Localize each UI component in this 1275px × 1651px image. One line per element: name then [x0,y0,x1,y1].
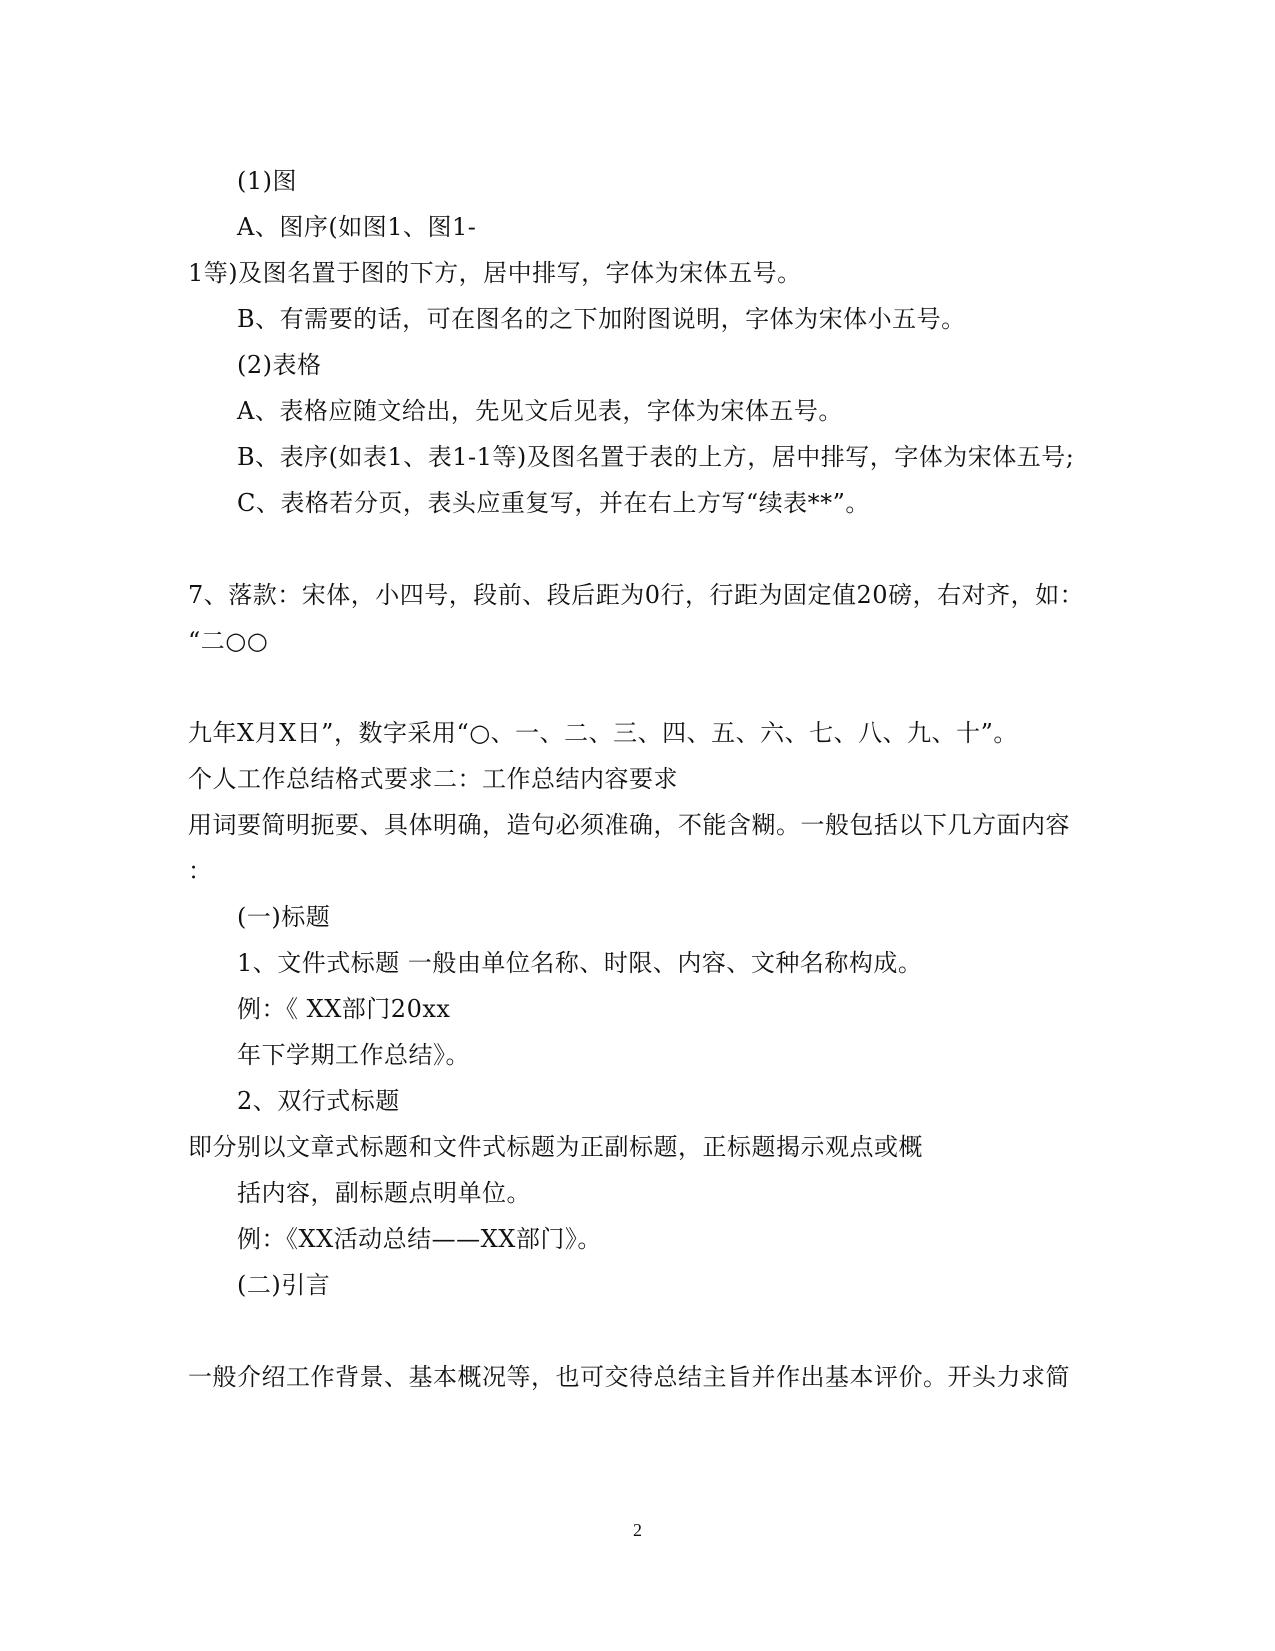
title-type-2-example: 例：《XX活动总结——XX部门》。 [237,1225,602,1253]
introduction-paragraph: 一般介绍工作背景、基本概况等，也可交待总结主旨并作出基本评价。开头力求简 [188,1363,1070,1391]
title-type-2: 2、双行式标题 [237,1087,400,1115]
signature-rule-example: “二○○ [188,627,269,655]
figure-rule-a-continued: 1等)及图名置于图的下方，居中排写，字体为宋体五号。 [188,259,802,287]
section-heading-content-requirements: 个人工作总结格式要求二：工作总结内容要求 [188,765,678,793]
introduction-heading: (二)引言 [237,1271,331,1299]
content-requirements-paragraph-end: ： [188,857,213,885]
page-number: 2 [633,1520,642,1540]
table-heading: (2)表格 [237,351,322,379]
table-rule-b: B、表序(如表1、表1-1等)及图名置于表的上方，居中排写，字体为宋体五号; [237,443,1075,471]
title-type-1-example: 例：《 XX部门20xx [237,995,451,1023]
title-type-1-example-continued: 年下学期工作总结》。 [237,1041,470,1069]
title-type-1: 1、文件式标题 一般由单位名称、时限、内容、文种名称构成。 [237,949,923,977]
signature-rule: 7、落款：宋体，小四号，段前、段后距为0行，行距为固定值20磅，右对齐，如： [188,581,1085,609]
signature-rule-example-continued: 九年X月X日”，数字采用“○、一、二、三、四、五、六、七、八、九、十”。 [188,719,1018,747]
title-heading: (一)标题 [237,903,331,931]
figure-rule-b: B、有需要的话，可在图名的之下加附图说明，字体为宋体小五号。 [237,305,966,333]
table-rule-c: C、表格若分页，表头应重复写，并在右上方写“续表**”。 [237,489,870,517]
figure-heading: (1)图 [237,167,297,195]
title-type-2-description-continued: 括内容，副标题点明单位。 [237,1179,531,1207]
content-requirements-paragraph: 用词要简明扼要、具体明确，造句必须准确，不能含糊。一般包括以下几方面内容 [188,811,1070,839]
title-type-2-description: 即分别以文章式标题和文件式标题为正副标题，正标题揭示观点或概 [188,1133,923,1161]
figure-rule-a: A、图序(如图1、图1- [237,213,477,241]
table-rule-a: A、表格应随文给出，先见文后见表，字体为宋体五号。 [237,397,843,425]
